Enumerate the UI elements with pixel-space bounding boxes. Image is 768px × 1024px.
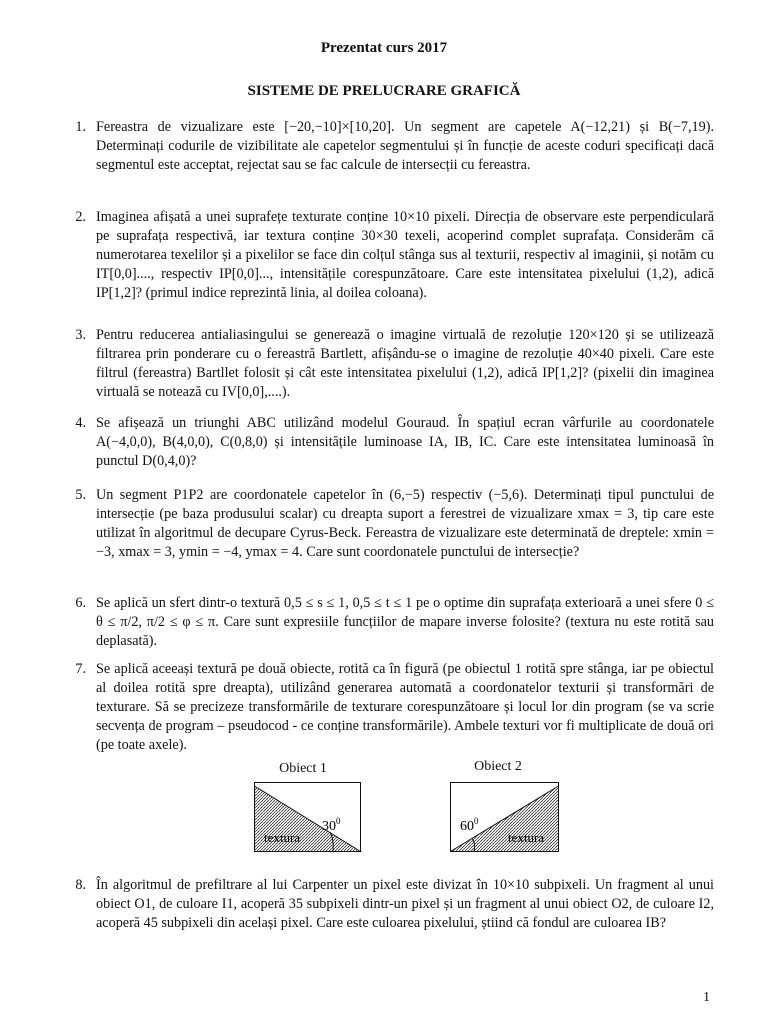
item-text: Se afișează un triunghi ABC utilizând modelul Gouraud. În spațiul ecran vârfurile au coordonatele A(−4,0,0), B(4,0,0), C(0,8,0) și intensitățile luminoase IA, IB, IC. Care este intensitatea luminoasă în punctul D(0,4,0)? — [96, 415, 714, 469]
angle-label: $60^0$ — [460, 816, 479, 834]
item-number: 1. — [75, 119, 86, 135]
item-text: Un segment P1P2 are coordonatele capetelor în (6,−5) respectiv (−5,6). Determinați tipul punctului de intersecție (pe baza produsului scalar) cu dreapta suport a ferestrei de vizualizare xmax = 3, tip care este utilizat în algoritmul de decupare Cyrus-Beck. Fereastra de vizualizare este determinată de dreptele: xmin = −3, xmax = 3, ymin = −4, ymax = 4. Care sunt coordonatele punctului de intersecție? — [96, 487, 714, 560]
item-number: 6. — [75, 595, 86, 611]
list-item — [75, 876, 714, 933]
object-1-label: Obiect 1 — [279, 761, 327, 776]
list-item — [75, 326, 714, 402]
item-text: Fereastra de vizualizare este [−20,−10]×[10,20]. Un segment are capetele A(−12,21) și B(−7,19). Determinați codurile de vizibilitate ale capetelor segmentului și în funcție de aceste coduri specificați dacă segmentul este acceptat, rejectat sau se fac calcule de intersecții cu fereastra. — [96, 119, 714, 173]
item-number: 2. — [75, 209, 86, 225]
texture-label: textura — [508, 830, 545, 845]
texture-label: textura — [264, 830, 301, 845]
item-number: 4. — [75, 415, 86, 431]
page-number: 1 — [703, 990, 710, 1005]
list-item — [75, 118, 714, 175]
item-text: În algoritmul de prefiltrare al lui Carpenter un pixel este divizat în 10×10 subpixeli. Un fragment al unui obiect O1, de culoare I1, acoperă 35 subpixeli dintr-un pixel și un fragment al unui obiect O2, de culoare I2, acoperă 45 subpixeli din același pixel. Care este culoarea pixelului, știind că fondul are culoarea IB? — [96, 877, 714, 931]
course-header: Prezentat curs 2017 — [320, 40, 448, 56]
item-text: Se aplică un sfert dintr-o textură 0,5 ≤ s ≤ 1, 0,5 ≤ t ≤ 1 pe o optime din suprafața exterioară a unei sfere 0 ≤ θ ≤ π/2, π/2 ≤ φ ≤ π. Care sunt expresiile funcțiilor de mapare inverse folosite? (textura nu este rotită sau deplasată). — [96, 595, 714, 649]
list-item — [75, 414, 714, 471]
object-2-figure — [450, 782, 560, 852]
object-2-label: Obiect 2 — [474, 759, 522, 774]
angle-label: $30^0$ — [322, 816, 341, 834]
item-number: 7. — [75, 661, 86, 677]
item-number: 8. — [75, 877, 86, 893]
document-title: SISTEME DE PRELUCRARE GRAFICĂ — [247, 83, 521, 99]
list-item — [75, 660, 714, 755]
list-item — [75, 486, 714, 562]
list-item — [75, 208, 714, 303]
object-1-figure — [254, 782, 362, 852]
item-number: 5. — [75, 487, 86, 503]
item-text: Pentru reducerea antialiasingului se generează o imagine virtuală de rezoluție 120×120 și se utilizează filtrarea prin ponderare cu o fereastră Bartlett, afișându-se o imagine de rezoluție 40×40 pixeli. Care este filtrul (fereastra) Bartllet folosit și cât este intensitatea pixelului (1,2), adică IP[1,2]? (pixelii din imaginea virtuală se notează cu IV[0,0],....). — [96, 327, 714, 400]
item-number: 3. — [75, 327, 86, 343]
list-item — [75, 594, 714, 651]
item-text: Se aplică aceeași textură pe două obiecte, rotită ca în figură (pe obiectul 1 rotită spre stânga, iar pe obiectul al doilea rotită spre dreapta), utilizând generarea automată a coordonatelor texturii și transformări de texturare. Să se precizeze transformările de texturare corespunzătoare și locul lor din program (se va scrie secvența de program – pseudocod - ce conține transformările). Ambele texturi vor fi multiplicate de două ori (pe toate axele). — [96, 661, 714, 753]
item-text: Imaginea afișată a unei suprafețe texturate conține 10×10 pixeli. Direcția de observare este perpendiculară pe suprafața respectivă, iar textura conține 30×30 texeli, acoperind complet suprafața. Considerăm că numerotarea texelilor și a pixelilor se face din colțul stânga sus al texturii, respectiv al imaginii, și notăm cu IT[0,0]...., respectiv IP[0,0]..., intensitățile corespunzătoare. Care este intensitatea pixelului (1,2), adică IP[1,2]? (primul indice reprezintă linia, al doilea coloana). — [96, 209, 714, 301]
